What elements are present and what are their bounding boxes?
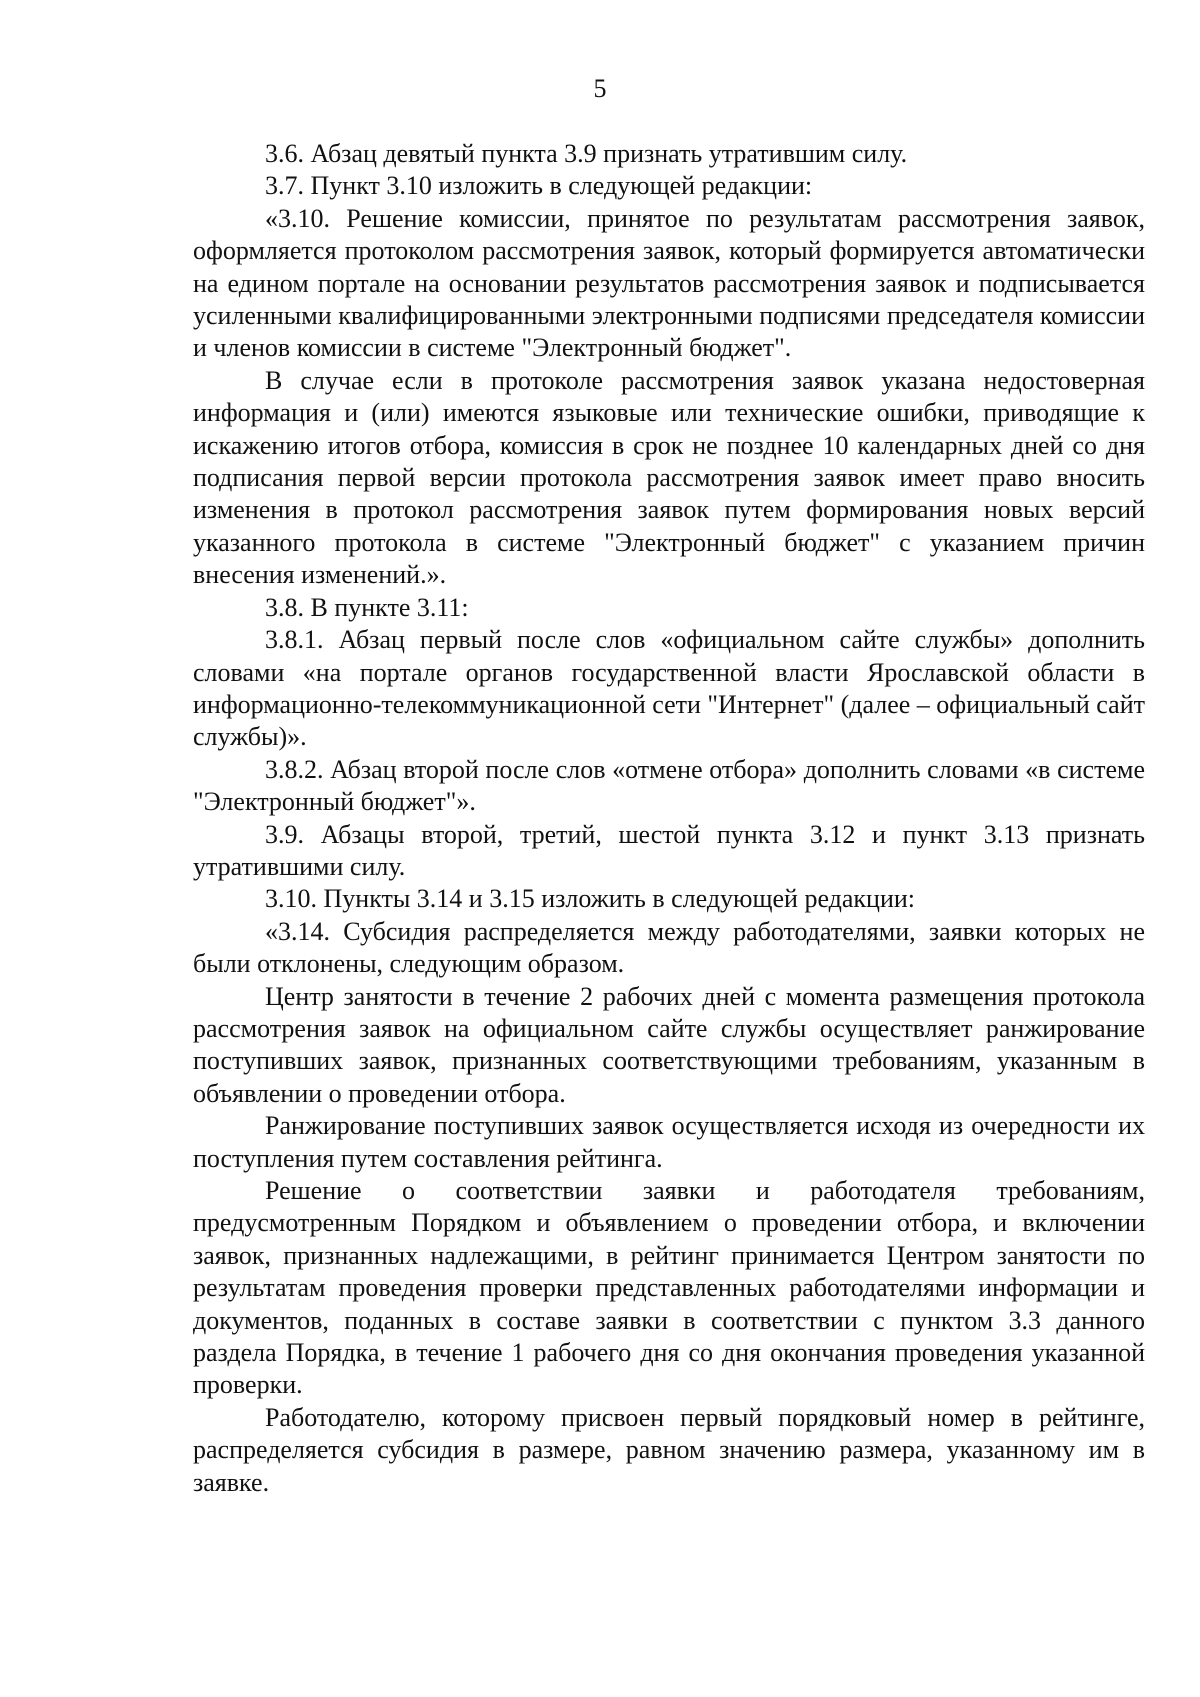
- paragraph-3-9: 3.9. Абзацы второй, третий, шестой пункта 3.12 и пункт 3.13 признать утратившими силу.: [193, 819, 1145, 881]
- paragraph-first-rank-subsidy: Работодателю, которому присвоен первый порядковый номер в рейтинге, распределяется субсидия в размере, равном значению размера, указанному им в заявке.: [193, 1402, 1145, 1497]
- paragraph-3-10-decision: «3.10. Решение комиссии, принятое по результатам рассмотрения заявок, оформляется протоколом рассмотрения заявок, который формируется автоматически на едином портале на основании результатов рассмотрения заявок и подписывается усиленными квалифицированными электронными подписями председателя комиссии и членов комиссии в системе "Электронный бюджет".: [193, 203, 1145, 363]
- paragraph-3-10: 3.10. Пункты 3.14 и 3.15 изложить в следующей редакции:: [265, 884, 916, 914]
- document-body: [193, 138, 1145, 1499]
- page-number: 5: [593, 74, 607, 103]
- paragraph-protocol-changes: В случае если в протоколе рассмотрения заявок указана недостоверная информация и (или) имеются языковые или технические ошибки, приводящие к искажению итогов отбора, комиссия в срок не позднее 10 календарных дней со дня подписания первой версии протокола рассмотрения заявок имеет право вносить изменения в протокол рассмотрения заявок путем формирования новых версий указанного протокола в системе "Электронный бюджет" с указанием причин внесения изменений.».: [193, 365, 1145, 590]
- paragraph-ranking-period: Центр занятости в течение 2 рабочих дней с момента размещения протокола рассмотрения заявок на официальном сайте службы осуществляет ранжирование поступивших заявок, признанных соответствующими требованиям, указанным в объявлении о проведении отбора.: [193, 981, 1145, 1108]
- paragraph-3-8: 3.8. В пункте 3.11:: [265, 592, 469, 622]
- paragraph-3-8-2: 3.8.2. Абзац второй после слов «отмене отбора» дополнить словами «в системе "Электронный бюджет"».: [193, 754, 1145, 817]
- paragraph-3-7: 3.7. Пункт 3.10 изложить в следующей редакции:: [265, 171, 813, 201]
- paragraph-3-8-1: 3.8.1. Абзац первый после слов «официальном сайте службы» дополнить словами «на портале органов государственной власти Ярославской области в информационно-телекоммуникационной сети "Интернет" (далее – официальный сайт службы)».: [193, 625, 1145, 752]
- paragraph-compliance-decision: Решение о соответствии заявки и работодателя требованиям, предусмотренным Порядком и объявлением о проведении отбора, и включении заявок, признанных надлежащими, в рейтинг принимается Центром занятости по результатам проведения проверки представленных работодателями информации и документов, поданных в составе заявки в соответствии с пунктом 3.3 данного раздела Порядка, в течение 1 рабочего дня со дня окончания проведения указанной проверки.: [193, 1176, 1145, 1400]
- paragraph-3-14: «3.14. Субсидия распределяется между работодателями, заявки которых не были отклонены, следующим образом.: [193, 916, 1145, 979]
- paragraph-ranking-order: Ранжирование поступивших заявок осуществляется исходя из очередности их поступления путем составления рейтинга.: [193, 1111, 1145, 1173]
- paragraph-3-6: 3.6. Абзац девятый пункта 3.9 признать утратившим силу.: [265, 139, 908, 168]
